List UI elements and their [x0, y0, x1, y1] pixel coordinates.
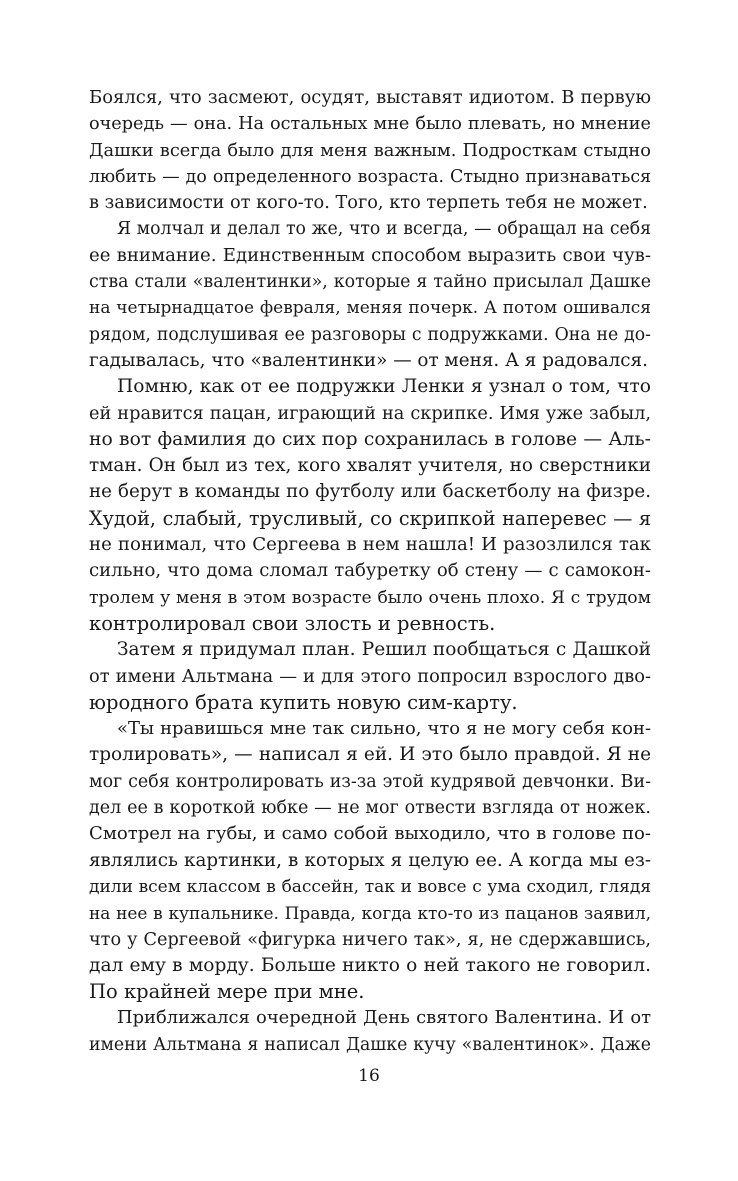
text-line: что у Сергеевой «фигурка ничего так», я, не сдержавшись, [89, 929, 651, 950]
text-line: контролировал свои злость и ревность. [89, 611, 496, 635]
paragraph [89, 374, 651, 637]
text-line: тролем у меня в этом возрасте было очень плохо. Я с трудом [89, 587, 651, 608]
text-line: дал ему в морду. Больше никто о ней такого не говорил. [89, 954, 651, 976]
paragraph [89, 637, 651, 716]
text-line: Приближался очередной День святого Валентина. И от [117, 1007, 651, 1029]
text-line: Боялся, что засмеют, осудят, выставят идиотом. В первую [89, 87, 651, 108]
text-line: мог себя контролировать из-за этой кудрявой девчонки. Ви- [89, 771, 651, 792]
text-line: дили всем классом в бассейн, так и вовсе с ума сходил, глядя [89, 876, 651, 897]
paragraph [89, 216, 651, 374]
text-line: Помню, как от ее подружки Ленки я узнал о том, что [117, 376, 651, 398]
text-line: Затем я придумал план. Решил пообщаться с Дашкой [117, 639, 651, 661]
text-line: тман. Он был из тех, кого хвалят учителя, но сверстники [89, 455, 651, 477]
text-line: дел ее в короткой юбке — не мог отвести взгляда от ножек. [89, 798, 651, 819]
text-line: Я молчал и делал то же, что и всегда, — обращал на себя [117, 219, 651, 240]
paragraph [89, 85, 651, 216]
text-line: ее внимание. Единственным способом выразить свои чув- [89, 244, 651, 266]
text-line: рядом, подслушивая ее разговоры с подружками. Она не до- [89, 324, 651, 345]
text-line: не берут в команды по футболу или баскетболу на физре. [89, 481, 651, 503]
paragraph [89, 1005, 651, 1058]
paragraph [89, 716, 651, 1005]
text-line: очередь — она. На остальных мне было плевать, но мнение [89, 114, 651, 135]
text-line: любить — до определенного возраста. Стыдно признаваться [89, 166, 651, 187]
text-line: в зависимости от кого-то. Того, кто терпеть тебя не может. [89, 193, 648, 214]
text-line: юродного брата купить новую сим-карту. [89, 690, 518, 714]
text-line: но вот фамилия до сих пор сохранилась в голове — Аль- [89, 428, 651, 450]
text-line: гадывалась, что «валентинки» — от меня. А я радовался. [89, 349, 648, 371]
text-line: сильно, что дома сломал табуретку об стену — с самокон- [89, 560, 651, 582]
book-page-text [89, 85, 651, 1058]
text-line: ства стали «валентинки», которые я тайно присылал Дашке [89, 272, 651, 293]
text-line: «Ты нравишься мне так сильно, что я не могу себя кон- [117, 718, 651, 740]
text-line: Смотрел на губы, и само собой выходило, что в голове по- [89, 823, 651, 845]
text-line: не понимал, что Сергеева в нем нашла! И разозлился так [89, 534, 651, 556]
text-line: Худой, слабый, трусливый, со скрипкой наперевес — я [89, 506, 651, 530]
text-line: имени Альтмана я написал Дашке кучу «валентинок». Даже [89, 1034, 651, 1055]
text-line: Дашки всегда было для меня важным. Подросткам стыдно [89, 139, 651, 161]
text-line: тролировать», — написал я ей. И это было правдой. Я не [89, 744, 651, 766]
text-line: на нее в купальнике. Правда, когда кто-то из пацанов заявил, [89, 903, 651, 924]
page-number: 16 [358, 1066, 380, 1086]
text-line: являлись картинки, в которых я целую ее. А когда мы ез- [89, 849, 651, 871]
text-line: на четырнадцатое февраля, меняя почерк. А потом ошивался [89, 298, 651, 319]
text-line: ей нравится пацан, играющий на скрипке. Имя уже забыл, [89, 403, 651, 424]
text-line: от имени Альтмана — и для этого попросил взрослого дво- [89, 665, 651, 687]
text-line: По крайней мере при мне. [89, 980, 365, 1004]
